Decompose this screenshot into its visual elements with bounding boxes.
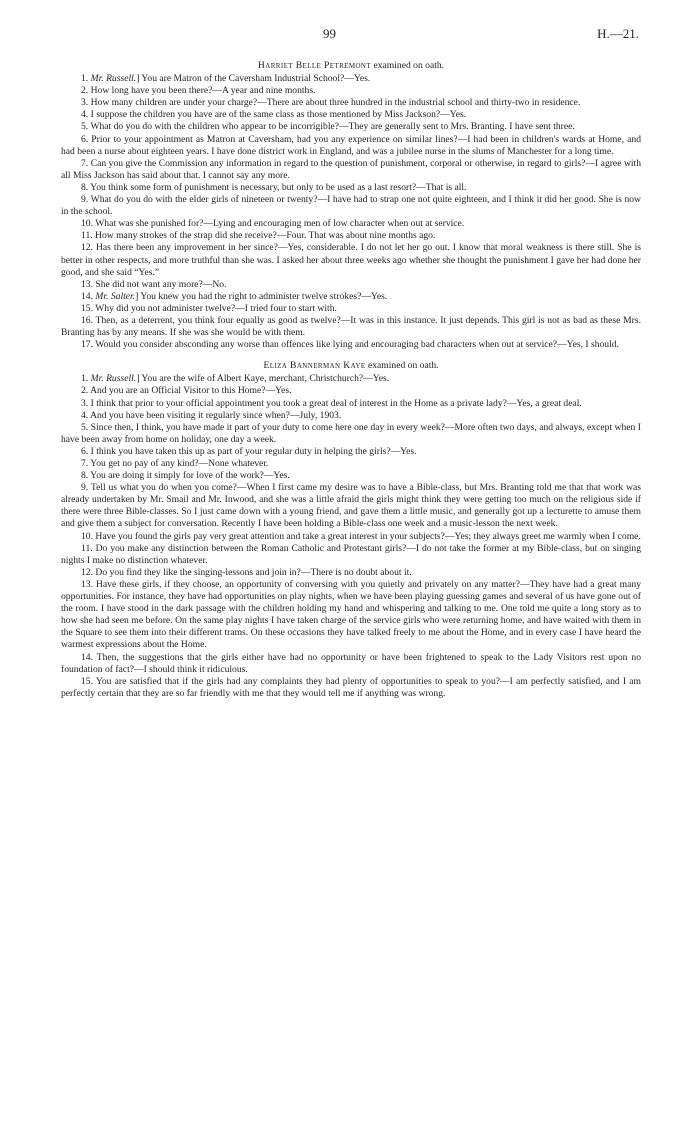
- questioner-name: Mr. Russell.: [90, 373, 137, 385]
- question-text: What was she punished for?—Lying and encouraging men of low character when out at service.: [95, 218, 465, 230]
- question-number: 8.: [81, 470, 89, 482]
- question-text: You are satisfied that if the girls had any complaints they had plenty of opportunities to speak to you?—I am perfectly satisfied, and I am perfectly certain that they are so far friendly with me that they would tell me if anything was wrong.: [61, 675, 641, 699]
- question-text: You are doing it simply for love of the work?—Yes.: [90, 470, 290, 482]
- question-number: 1.: [81, 373, 89, 385]
- question-number: 12.: [81, 242, 93, 254]
- question-answer: [61, 579, 641, 652]
- section-gap: [61, 351, 641, 360]
- question-text: Would you consider absconding any worse than offences like lying and encouraging bad characters when out at service?—Yes, I should.: [95, 339, 619, 351]
- question-number: 6.: [81, 445, 89, 457]
- page-header: [0, 28, 700, 46]
- question-answer: [61, 531, 641, 543]
- question-number: 4.: [81, 109, 89, 121]
- witness-name: Harriet Belle Petremont: [257, 60, 372, 71]
- question-number: 17.: [81, 339, 93, 351]
- question-number: 14.: [81, 290, 93, 302]
- question-answer: [61, 410, 641, 422]
- question-text: She did not want any more?—No.: [95, 278, 227, 290]
- question-answer: [61, 676, 641, 700]
- question-number: 11.: [81, 230, 93, 242]
- question-number: 5.: [81, 421, 89, 433]
- question-text: How many strokes of the strap did she receive?—Four. That was about nine months ago.: [95, 230, 436, 242]
- question-text: Have these girls, if they choose, an opportunity of conversing with you quietly and privately on any matter?—They have had a great many opportunities. For instance, they have had opportunities on play nights, when we have been playing guessing games and several of us have gone out of the room. I have stood in the dark passage with the children holding my hand and whispering and talking to me. One told me quite a long story as to how she had seen me before. On the same play nights I have taken charge of the service girls who were returning home, and have waited with them in the Square to see them into their different trams. On these occasions they have talked freely to me about the Home, and in every case I have heard the warmest expressions about the Home.: [61, 578, 641, 651]
- question-text: Tell us what you do when you come?—When I first came my desire was to have a Bible-class, but Mrs. Branting told me that that work was already undertaken by Mr. Smail and Mr. Inwood, and she was a little afraid the girls might think they were getting too much on the religious side if there were three Bible-classes. So I just came down with a young friend, and gave them a little music, and generally got up a lecturette to amuse them and give them a subject for conversation. Recently I have been holding a Bible-class one week and a music-lesson the next week.: [61, 482, 641, 530]
- question-answer: [61, 279, 641, 291]
- question-answer: [61, 422, 641, 446]
- question-text: Can you give the Commission any information in regard to the question of punishment, corporal or otherwise, in regard to girls?—I agree with all Miss Jackson has said about that. I cannot say any more.: [61, 157, 641, 181]
- question-number: 10.: [81, 530, 93, 542]
- document-reference: H.—21.: [597, 26, 639, 41]
- question-number: 13.: [81, 578, 93, 590]
- document-body: [61, 60, 641, 700]
- question-answer: [61, 73, 641, 85]
- question-text: Do you make any distinction between the Roman Catholic and Protestant girls?—I do not take the former at my Bible-class, but on singing nights I make no distinction whatever.: [61, 542, 641, 566]
- question-answer: [61, 242, 641, 278]
- question-number: 7.: [81, 157, 89, 169]
- page-number: 99: [323, 26, 336, 41]
- question-answer: [61, 567, 641, 579]
- question-answer: [61, 470, 641, 482]
- question-answer: [61, 109, 641, 121]
- question-number: 8.: [81, 181, 89, 193]
- question-answer: [61, 458, 641, 470]
- witness-heading-suffix: examined on oath.: [365, 360, 439, 372]
- question-answer: [61, 652, 641, 676]
- question-text: And you have been visiting it regularly since when?—July, 1903.: [90, 409, 342, 421]
- question-text: I think you have taken this up as part of your regular duty in helping the girls?—Yes.: [90, 445, 417, 457]
- question-text: Then, the suggestions that the girls either have had no opportunity or have been frightened to speak to the Lady Visitors rest upon no foundation of fact?—I should think it ridiculous.: [61, 651, 641, 675]
- question-number: 2.: [81, 85, 89, 97]
- question-answer: [61, 134, 641, 158]
- question-number: 3.: [81, 397, 89, 409]
- witness-heading: [61, 360, 641, 372]
- question-number: 1.: [81, 73, 89, 85]
- question-answer: [61, 446, 641, 458]
- question-text: Has there been any improvement in her since?—Yes, considerable. I do not let her go out. I know that moral weakness is there still. She is better in other respects, and more truthful than she was. I asked her about three weeks ago whether she thought the punishment I gave her had done her good, and she said “Yes.”: [61, 242, 641, 278]
- question-answer: [61, 303, 641, 315]
- question-text: How long have you been there?—A year and nine months.: [90, 85, 316, 97]
- question-text: ] You knew you had the right to administer twelve strokes?—Yes.: [135, 290, 388, 302]
- question-answer: [61, 543, 641, 567]
- question-text: I suppose the children you have are of the same class as those mentioned by Miss Jackson?—Yes.: [90, 109, 467, 121]
- question-text: Since then, I think, you have made it part of your duty to come here one day in every week?—More often two days, and always, except when I have been away from home on holiday, one day a week.: [61, 421, 641, 445]
- question-number: 9.: [81, 194, 89, 206]
- question-number: 15.: [81, 675, 93, 687]
- question-text: What do you do with the children who appear to be incorrigible?—They are generally sent to Mrs. Branting. I have sent three.: [90, 121, 575, 133]
- question-number: 12.: [81, 566, 93, 578]
- question-number: 5.: [81, 121, 89, 133]
- question-answer: [61, 218, 641, 230]
- question-number: 4.: [81, 409, 89, 421]
- question-answer: [61, 97, 641, 109]
- question-answer: [61, 121, 641, 133]
- question-text: Prior to your appointment as Matron at Caversham, had you any experience on similar lines?—I had been in children's wards at Home, and had been a nurse about eighteen years. I have done district work in England, and was a jubilee nurse in the slums of Manchester for a long time.: [61, 133, 641, 157]
- witness-name: Eliza Bannerman Kaye: [263, 360, 366, 372]
- question-answer: [61, 482, 641, 530]
- questioner-name: Mr. Salter.: [95, 290, 136, 302]
- question-text: Do you find they like the singing-lessons and join in?—There is no doubt about it.: [95, 566, 412, 578]
- question-number: 15.: [81, 302, 93, 314]
- question-number: 13.: [81, 278, 93, 290]
- question-text: Have you found the girls pay very great attention and take a great interest in your subjects?—Yes; they always greet me warmly when I come.: [95, 530, 641, 542]
- question-answer: [61, 182, 641, 194]
- questioner-name: Mr. Russell.: [90, 73, 137, 85]
- question-number: 11.: [81, 542, 93, 554]
- question-number: 9.: [81, 482, 89, 494]
- question-text: Why did you not administer twelve?—I tried four to start with.: [95, 302, 337, 314]
- question-answer: [61, 158, 641, 182]
- question-answer: [61, 230, 641, 242]
- question-text: You get no pay of any kind?—None whatever.: [90, 458, 269, 469]
- question-text: I think that prior to your official appointment you took a great deal of interest in the Home as a private lady?—Yes, a great deal.: [90, 397, 582, 409]
- question-number: 3.: [81, 97, 89, 109]
- question-answer: [61, 194, 641, 218]
- question-text: What do you do with the elder girls of nineteen or twenty?—I have had to strap one not quite eighteen, and I think it did her good. She is now in the school.: [61, 194, 641, 218]
- question-answer: [61, 398, 641, 410]
- question-answer: [61, 385, 641, 397]
- question-number: 10.: [81, 218, 93, 230]
- question-text: ] You are Matron of the Caversham Industrial School?—Yes.: [136, 73, 371, 85]
- question-number: 16.: [81, 314, 93, 326]
- question-answer: [61, 291, 641, 303]
- witness-heading-suffix: examined on oath.: [371, 60, 445, 71]
- question-text: You think some form of punishment is necessary, but only to be used as a last resort?—That is all.: [90, 181, 467, 193]
- question-text: How many children are under your charge?—There are about three hundred in the industrial school and thirty-two in residence.: [90, 97, 581, 109]
- question-text: Then, as a deterrent, you think four equally as good as twelve?—It was in this instance. It just depends. This girl is not as bad as these Mrs. Branting has by any means. If she was she would be with them.: [61, 314, 641, 339]
- question-text: ] You are the wife of Albert Kaye, merchant, Christchurch?—Yes.: [136, 373, 390, 385]
- question-number: 6.: [81, 133, 89, 145]
- question-answer: [61, 339, 641, 351]
- question-answer: [61, 373, 641, 385]
- witness-heading: [61, 60, 641, 72]
- question-text: And you are an Official Visitor to this Home?—Yes.: [90, 385, 292, 397]
- question-answer: [61, 85, 641, 97]
- question-number: 2.: [81, 385, 89, 397]
- question-answer: [61, 315, 641, 339]
- question-number: 7.: [81, 458, 89, 469]
- question-number: 14.: [81, 651, 93, 663]
